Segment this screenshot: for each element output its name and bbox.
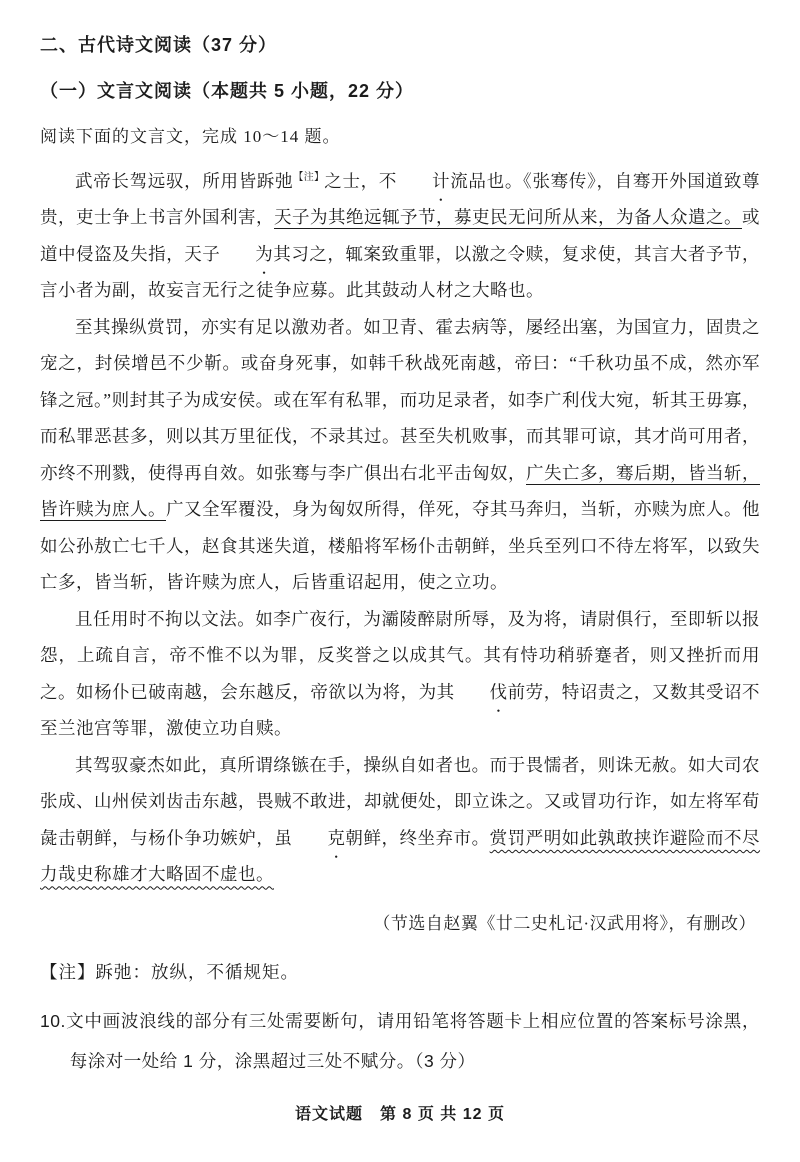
- passage-segment-sup: 【注】: [293, 172, 325, 183]
- emphasis-dot-char: 克: [327, 827, 346, 848]
- passage-segment-wavy: 赏罚严明如此孰敢挟诈避险而不尽力哉史称雄才大略固不虚也。: [40, 827, 761, 885]
- passage-segment-plain: 朝鲜，终坐弃市。: [345, 827, 490, 848]
- passage-segment-plain: 流品也。《张骞传》，自骞开外国道致尊贵，吏士争上书言外国利害，: [40, 170, 761, 228]
- subsection-heading: （一）文言文阅读（本题共 5 小题，22 分）: [40, 81, 415, 101]
- footnote: 【注】跅弛：放纵，不循规矩。: [40, 961, 299, 982]
- passage-paragraph-4: [40, 747, 760, 893]
- passage-segment-plain: 且任用时不拘以文法。如李广夜行，为灞陵醉尉所辱，及为将，请尉俱行，至即斩以报怨，上疏自言，帝不惟不以为罪，反奖誉之以成其气。其有恃功稍骄蹇者，则又挫折而用之。如杨仆已破南越，会东越反，帝欲以为将，为其: [40, 608, 760, 702]
- page-footer: 语文试题 第 8 页 共 12 页: [295, 1106, 505, 1123]
- passage-paragraph-3: [40, 601, 760, 747]
- source-attribution: （节选自赵翼《廿二史札记·汉武用将》，有删改）: [373, 913, 756, 933]
- passage-segment-plain: 至其操纵赏罚，亦实有足以激劝者。如卫青、霍去病等，屡经出塞，为国宣力，固贵之宠之，封侯增邑不少靳。或奋身死事，如韩千秋战死南越，帝曰：“千秋功虽不成，然亦军锋之冠。”则封其子为成安侯。或在军有私罪，而功足录者，如李广利伐大宛，斩其王毋寡，而私罪恶甚多，则以其万里征伐，不录其过。甚至失机败事，而其罪可谅，其才尚可用者，亦终不刑戮，使得再自效。如张骞与李广俱出右北平击匈奴，: [40, 316, 760, 483]
- question-10: 10.文中画波浪线的部分有三处需要断句，请用铅笔将答题卡上相应位置的答案标号涂黑，每涂对一处给 1 分，涂黑超过三处不赋分。（3 分）: [40, 1010, 760, 1071]
- passage-segment-plain: 其驾驭豪杰如此，真所谓绦镞在手，操纵自如者也。而于畏懦者，则诛无赦。如大司农张成、山州侯刘齿击东越，畏贼不敢进，却就便处，即立诛之。又或冒功行诈，如左将军荀彘击朝鲜，与杨仆争功嫉妒，虽: [40, 754, 760, 848]
- classical-passage: [40, 160, 760, 893]
- passage-segment-underline: 广失亡多，骞后期，皆当斩，皆许赎为庶人。: [40, 462, 760, 520]
- emphasis-dot-char: 伐: [489, 681, 508, 702]
- passage-paragraph-2: [40, 309, 760, 601]
- passage-segment-underline: 天子为其绝远辄予节，募吏民无问所从来，为备人众遣之。: [274, 207, 742, 228]
- passage-segment-plain: 或道中侵盗及失指，天子: [40, 207, 760, 264]
- passage-segment-plain: 武帝长驾远驭，所用皆跅弛: [75, 170, 294, 191]
- passage-segment-plain: 广又全军覆没，身为匈奴所得，佯死，夺其马奔归，当斩，亦赎为庶人。他如公孙敖亡七千人，赵食其迷失道，楼船将军杨仆击朝鲜，坐兵至列口不待左将军，以致失亡多，皆当斩，皆许赎为庶人，后皆重诏起用，使之立功。: [40, 499, 760, 593]
- passage-segment-plain: 前劳，特诏责之，又数其受诏不至兰池宫等罪，激使立功自赎。: [40, 681, 761, 739]
- passage-segment-plain: 其习之，辄案致重罪，以激之令赎，复求使，其言大者予节，言小者为副，故妄言无行之徒争应募。此其鼓动人材之大略也。: [40, 243, 761, 301]
- passage-paragraph-1: [40, 160, 760, 309]
- emphasis-dot-char: 为: [255, 243, 274, 264]
- section-heading: 二、古代诗文阅读（37 分）: [40, 35, 278, 55]
- emphasis-dot-char: 计: [432, 170, 451, 191]
- reading-instruction: 阅读下面的文言文，完成 10～14 题。: [40, 127, 341, 146]
- passage-segment-plain: 之士，不: [324, 170, 398, 191]
